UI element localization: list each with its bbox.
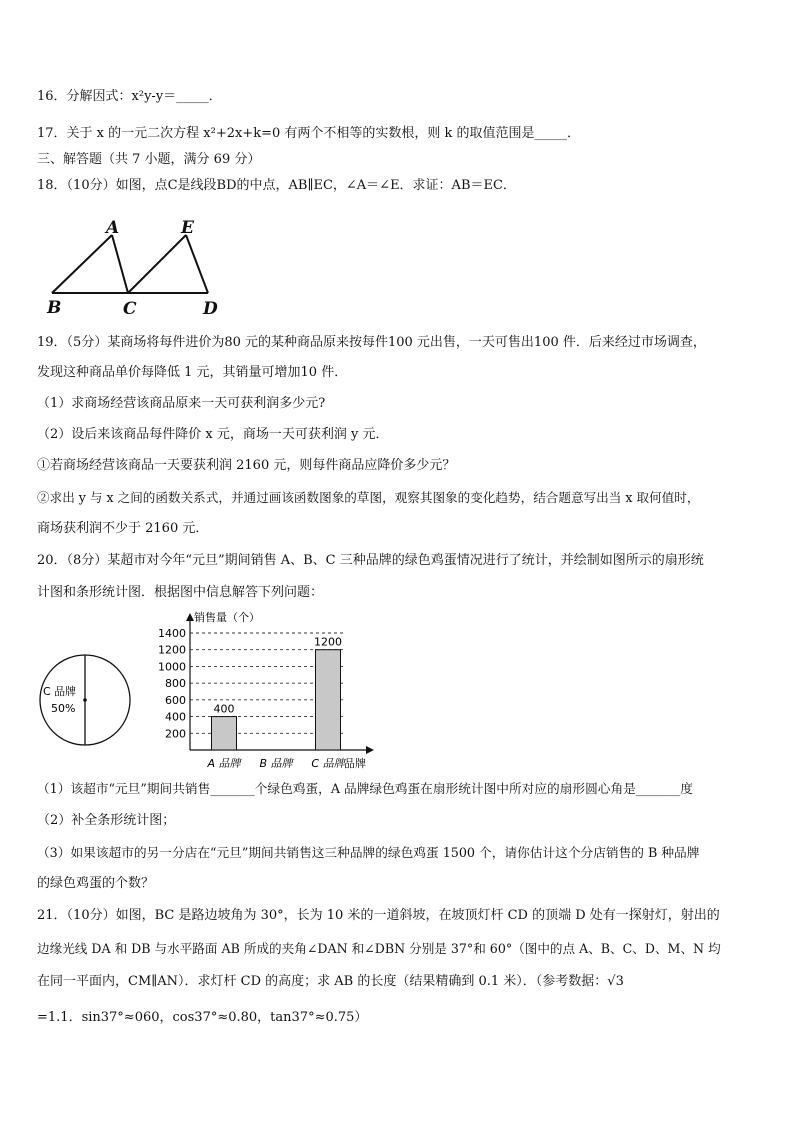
question-20-part3-line1: （3）如果该超市的另一分店在“元旦”期间共销售这三种品牌的绿色鸡蛋 1500 个，请你估计这个分店销售的 B 种品牌 (37, 845, 700, 860)
question-17: 17．关于 x 的一元二次方程 x²+2x+k=0 有两个不相等的实数根，则 k 的取值范围是_____． (37, 126, 581, 141)
section-heading: 三、解答题（共 7 小题，满分 69 分） (37, 152, 261, 167)
question-21-line1: 21．（10分）如图，BC 是路边坡角为 30°，长为 10 米的一道斜坡，在坡顶灯杆 CD 的顶端 D 处有一探射灯，射出的 (37, 908, 720, 923)
triangle-figure (40, 215, 230, 320)
segment-ac (112, 235, 128, 293)
question-19-part2b-line1: ②求出 y 与 x 之间的函数关系式，并通过画该函数图象的草图，观察其图象的变化趋势，结合题意写出当 x 取何值时， (37, 490, 700, 505)
question-21-line2: 边缘光线 DA 和 DB 与水平路面 AB 所成的夹角∠DAN 和∠DBN 分别是 37°和 60°（图中的点 A、B、C、D、M、N 均 (37, 941, 721, 956)
x-category-label: B 品牌 (259, 757, 293, 770)
y-tick-label: 200 (165, 727, 186, 741)
bar-data-label: 1200 (314, 635, 342, 649)
bar (316, 650, 341, 750)
question-21-line4: =1.1．sin37°≈060，cos37°≈0.80，tan37°≈0.75） (37, 1010, 368, 1025)
question-21-line3: 在同一平面内，CM∥AN）．求灯杆 CD 的高度；求 AB 的长度（结果精确到 0.1 米）．（参考数据：√3 (37, 974, 624, 989)
y-tick-label: 1000 (158, 660, 186, 674)
question-19-part1: （1）求商场经营该商品原来一天可获利润多少元? (37, 396, 326, 411)
question-19-part2b-line2: 商场获利润不少于 2160 元． (37, 521, 209, 536)
point-label-d: D (203, 299, 218, 319)
bar (212, 717, 237, 750)
y-tick-label: 800 (165, 677, 186, 691)
question-18: 18．（10分）如图，点C是线段BD的中点，AB∥EC，∠A＝∠E．求证：AB＝EC． (37, 178, 516, 193)
y-tick-label: 600 (165, 693, 186, 707)
y-tick-label: 1200 (158, 643, 186, 657)
question-19-line1: 19．（5分）某商场将每件进价为80 元的某种商品原来按每件100 元出售，一天可售出100 件．后来经过市场调查， (37, 335, 706, 350)
segment-ed (186, 235, 208, 293)
y-tick-label: 1400 (158, 627, 186, 640)
x-axis-arrow (366, 746, 374, 754)
bar-data-label: 400 (213, 702, 235, 716)
pie-center-dot (83, 698, 87, 702)
pie-chart (35, 650, 135, 750)
x-category-label: C 品牌 (311, 757, 345, 770)
point-label-e: E (181, 218, 194, 238)
x-axis-title: 品牌 (344, 757, 366, 770)
question-16: 16．分解因式：x²y-y＝_____． (37, 89, 222, 104)
point-label-c: C (123, 299, 137, 319)
question-20-part1: （1）该超市“元旦”期间共销售_______个绿色鸡蛋，A 品牌绿色鸡蛋在扇形统计图中所对应的扇形圆心角是_______度 (37, 781, 693, 796)
point-label-b: B (47, 298, 62, 318)
segment-ce (128, 235, 186, 293)
segment-ba (52, 235, 112, 293)
x-category-label: A 品牌 (207, 757, 241, 770)
y-axis-arrow (186, 613, 194, 621)
question-19-line2: 发现这种商品单价每降低 1 元，其销量可增加10 件． (37, 365, 348, 380)
question-20-line2: 计图和条形统计图．根据图中信息解答下列问题： (37, 585, 324, 600)
question-20-part3-line2: 的绿色鸡蛋的个数？ (37, 876, 155, 891)
question-20-part2: （2）补全条形统计图； (37, 813, 176, 828)
question-19-part2a: ①若商场经营该商品一天要获利润 2160 元，则每件商品应降价多少元？ (37, 458, 456, 473)
y-tick-label: 400 (165, 710, 186, 724)
question-20-line1: 20．（8分）某超市对今年“元旦”期间销售 A、B、C 三种品牌的绿色鸡蛋情况进行了统计，并绘制如图所示的扇形统 (37, 553, 704, 568)
pie-label-c-brand: C 品牌 (43, 685, 77, 698)
bar-chart (150, 605, 390, 775)
point-label-a: A (106, 218, 120, 238)
question-19-part2: （2）设后来该商品每件降价 x 元，商场一天可获利润 y 元． (37, 427, 389, 442)
y-axis-title: 销售量（个） (194, 611, 260, 624)
pie-label-percent: 50% (51, 702, 76, 715)
